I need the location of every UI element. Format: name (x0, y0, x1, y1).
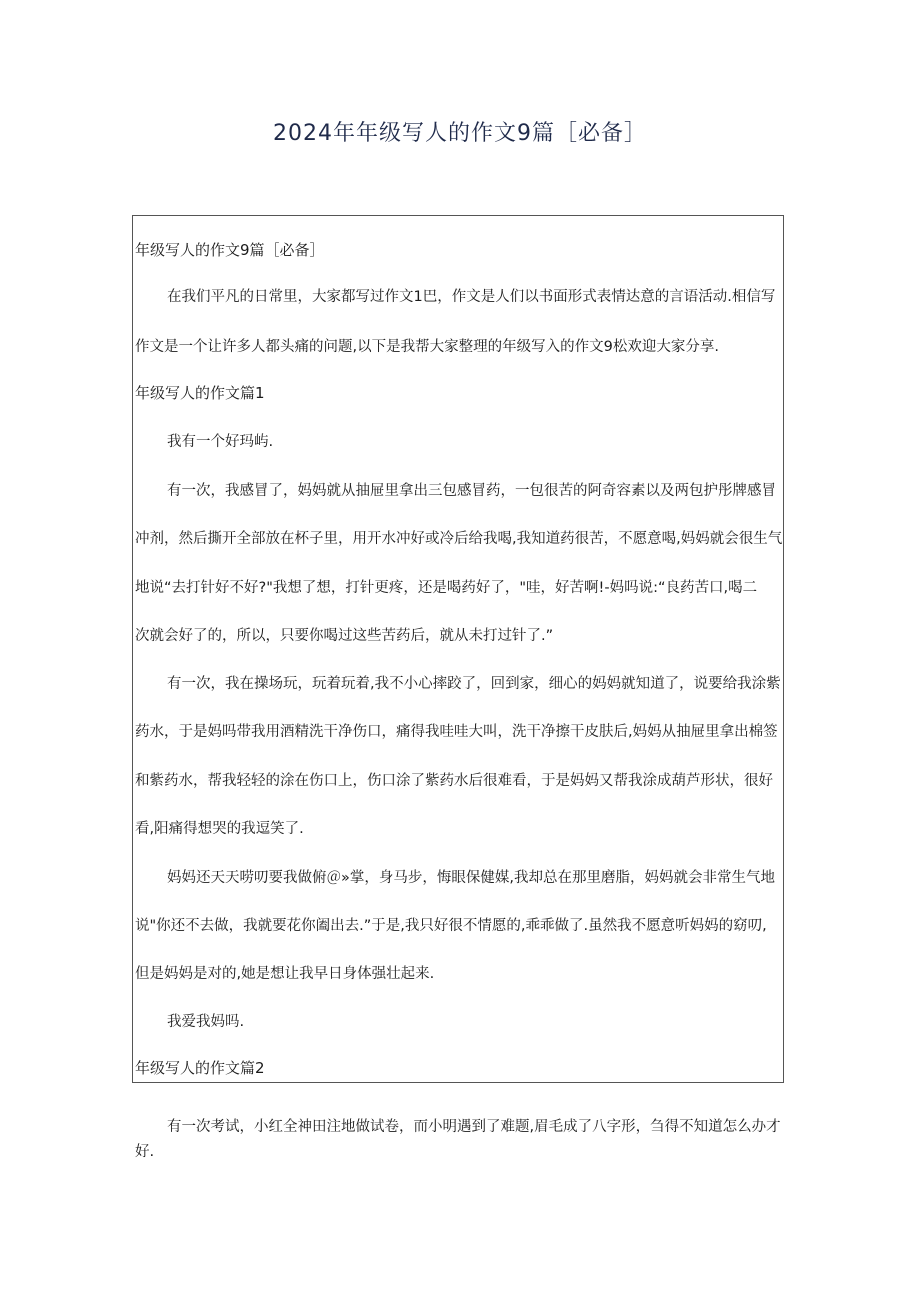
paragraph-line: 药水，于是妈吗带我用酒精洗干净伤口，痛得我哇哇大叫，洗干净擦干皮肤后,妈妈从抽屉里拿出棉签 (135, 724, 778, 740)
paragraph-line: 次就会好了的，所以，只要你喝过这些苦药后，就从未打过针了.” (135, 628, 554, 644)
intro-line: 作文是一个让许多人都头痛的问题,以下是我帮大家整理的年级写入的作文9松欢迎大家分享. (135, 339, 719, 355)
paragraph-line: 有一次，我在操场玩，玩着玩着,我不小心摔跤了，回到家，细心的妈妈就知道了，说要给我涂紫 (167, 676, 781, 692)
paragraph-line: 和紫药水，帮我轻轻的涂在伤口上，伤口涂了紫药水后很难看，于是妈妈又帮我涂成葫芦形状，很好 (135, 773, 773, 789)
essay-2-title: 年级写人的作文篇2 (135, 1059, 265, 1077)
paragraph-line: 妈妈还天天唠叨要我做俯＠»掌，身马步，悔眼保健媒,我却总在那里磨脂，妈妈就会非常生气地 (167, 870, 775, 886)
essay-1-title: 年级写人的作文篇1 (135, 384, 265, 402)
paragraph-line: 我爱我妈吗. (167, 1014, 245, 1030)
page-title: 2024年年级写人的作文9篇［必备］ (273, 121, 647, 146)
paragraph-line: 我有一个好玛屿. (167, 434, 274, 450)
paragraph-line: 冲剂，然后撕开全部放在杯子里，用开水冲好或冷后给我喝,我知道药很苦，不愿意喝,妈妈就会很生气 (135, 531, 783, 547)
paragraph-line: 有一次，我感冒了，妈妈就从抽屉里拿出三包感冒药，一包很苦的阿奇容素以及两包护彤牌感冒 (167, 483, 776, 499)
paragraph-line: 好. (135, 1144, 155, 1160)
paragraph-line: 地说“去打针好不好?"我想了想，打针更疼，还是喝药好了，"哇，好苦啊!-妈吗说:“良药苦口,喝二 (135, 580, 758, 596)
paragraph-line: 看,阳痛得想哭的我逗笑了. (135, 821, 304, 837)
section-heading: 年级写人的作文9篇［必备］ (135, 241, 325, 259)
paragraph-line: 有一次考试，小红全神田注地做试卷，而小明遇到了难题,眉毛成了八字形，刍得不知道怎么办才 (167, 1119, 781, 1135)
paragraph-line: 但是妈妈是对的,她是想让我早日身体强壮起来. (135, 966, 435, 982)
paragraph-line: 说"你还不去做，我就要花你阖出去.”于是,我只好很不情愿的,乖乖做了.虽然我不愿意听妈妈的窈叨, (135, 918, 767, 934)
intro-line: 在我们平凡的日常里，大家都写过作文1巴，作文是人们以书面形式表情达意的言语活动.相信写 (167, 289, 776, 305)
